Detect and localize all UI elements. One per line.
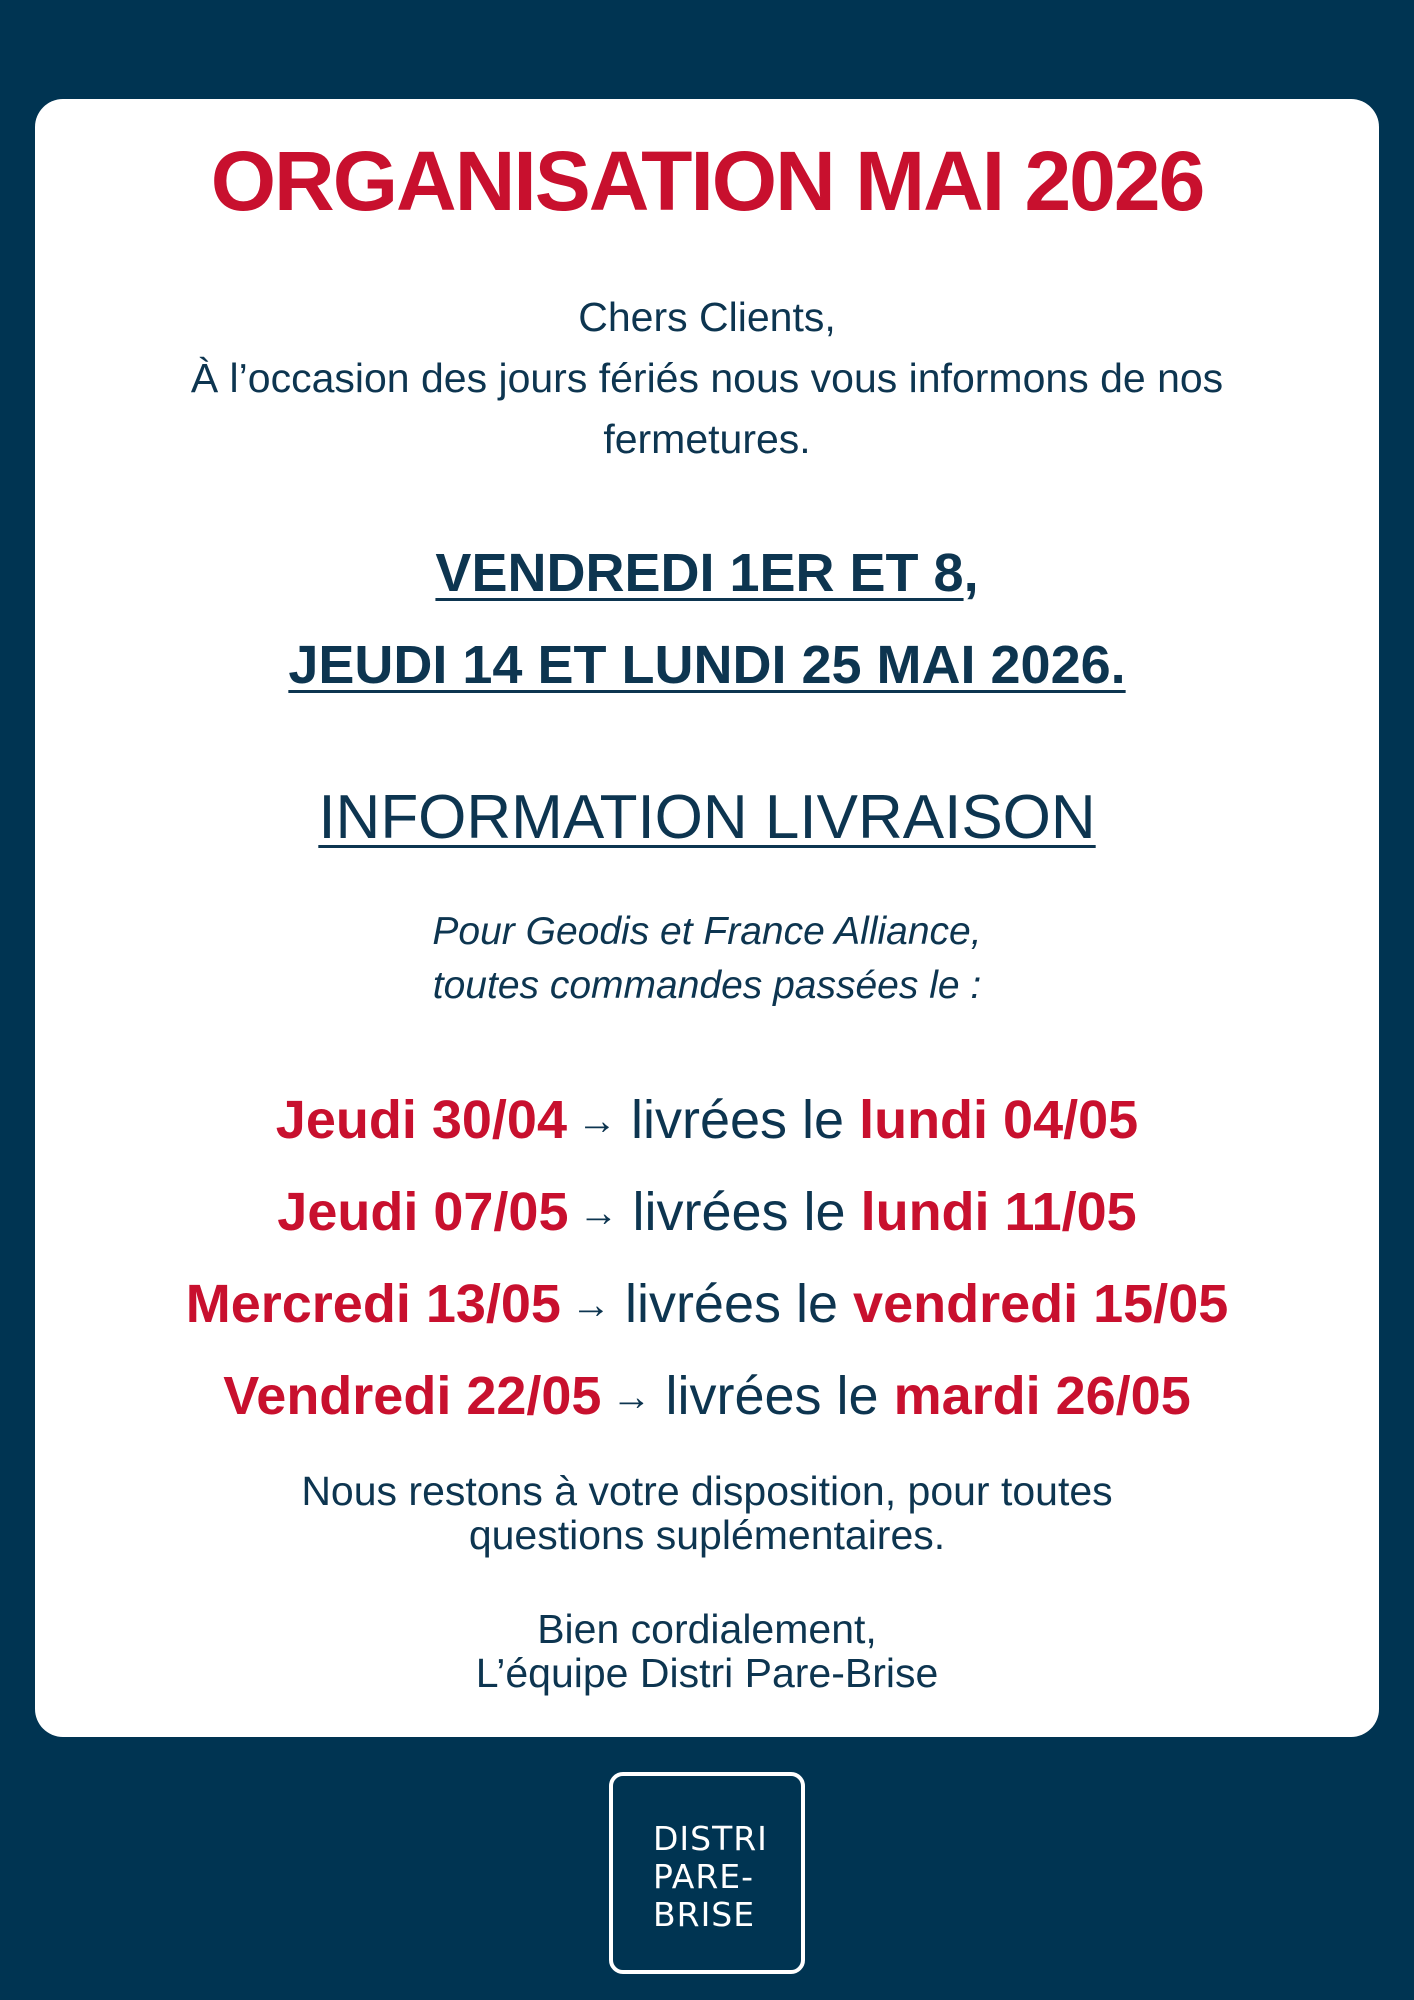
arrow-right-icon: →	[578, 1191, 619, 1235]
delivery-row	[35, 1074, 1379, 1166]
intro-text	[75, 287, 1339, 470]
delivery-connector: livrées le	[632, 1182, 846, 1242]
closure-line-1-dates: VENDREDI 1ER ET 8	[435, 543, 964, 603]
order-day: Jeudi 30/04	[275, 1090, 567, 1150]
order-day: Vendredi 22/05	[223, 1366, 602, 1426]
closure-line-1-comma: ,	[963, 543, 979, 603]
closing-text	[35, 1469, 1379, 1557]
logo-line-2: PARE-	[653, 1857, 755, 1896]
signoff-line-2: L’équipe Distri Pare-Brise	[475, 1650, 939, 1696]
greeting: Chers Clients,	[578, 294, 836, 340]
delivery-subtitle-line-2: toutes commandes passées le :	[432, 964, 982, 1007]
delivery-connector: livrées le	[624, 1274, 839, 1334]
delivery-row	[35, 1258, 1379, 1350]
closing-line-1: Nous restons à votre disposition, pour toutes	[301, 1468, 1113, 1514]
delivery-day: lundi 04/05	[859, 1090, 1139, 1150]
logo-line-1: DISTRI	[653, 1819, 768, 1858]
notice-card	[35, 99, 1379, 1737]
brand-logo	[609, 1772, 805, 1974]
delivery-day: vendredi 15/05	[853, 1274, 1229, 1334]
intro-line-2: fermetures.	[603, 416, 811, 462]
delivery-schedule	[35, 1074, 1379, 1442]
delivery-subtitle	[35, 905, 1379, 1013]
delivery-day: lundi 11/05	[860, 1182, 1137, 1242]
delivery-day: mardi 26/05	[893, 1366, 1191, 1426]
closure-line-2-dates: JEUDI 14 ET LUNDI 25 MAI 2026.	[288, 635, 1126, 695]
order-day: Mercredi 13/05	[185, 1274, 561, 1334]
signoff-line-1: Bien cordialement,	[537, 1606, 877, 1652]
arrow-right-icon: →	[570, 1283, 611, 1327]
delivery-connector: livrées le	[630, 1090, 845, 1150]
closure-dates	[35, 527, 1379, 711]
delivery-subtitle-line-1: Pour Geodis et France Alliance,	[432, 910, 982, 953]
arrow-right-icon: →	[576, 1099, 617, 1143]
brand-logo-text	[653, 1820, 768, 1934]
delivery-section-title	[35, 781, 1379, 855]
closing-line-2: questions suplémentaires.	[468, 1512, 946, 1558]
order-day: Jeudi 07/05	[277, 1182, 569, 1242]
intro-line-1: À l’occasion des jours fériés nous vous informons de nos	[190, 355, 1224, 401]
closure-line-1	[35, 527, 1379, 619]
closure-line-2	[35, 619, 1379, 711]
delivery-connector: livrées le	[665, 1366, 879, 1426]
delivery-row	[35, 1350, 1379, 1442]
arrow-right-icon: →	[611, 1375, 652, 1419]
delivery-row	[35, 1166, 1379, 1258]
page-title: ORGANISATION MAI 2026	[210, 134, 1204, 228]
delivery-section-title-text: INFORMATION LIVRAISON	[318, 783, 1096, 852]
logo-line-3: BRISE	[653, 1895, 756, 1934]
signoff	[35, 1607, 1379, 1695]
